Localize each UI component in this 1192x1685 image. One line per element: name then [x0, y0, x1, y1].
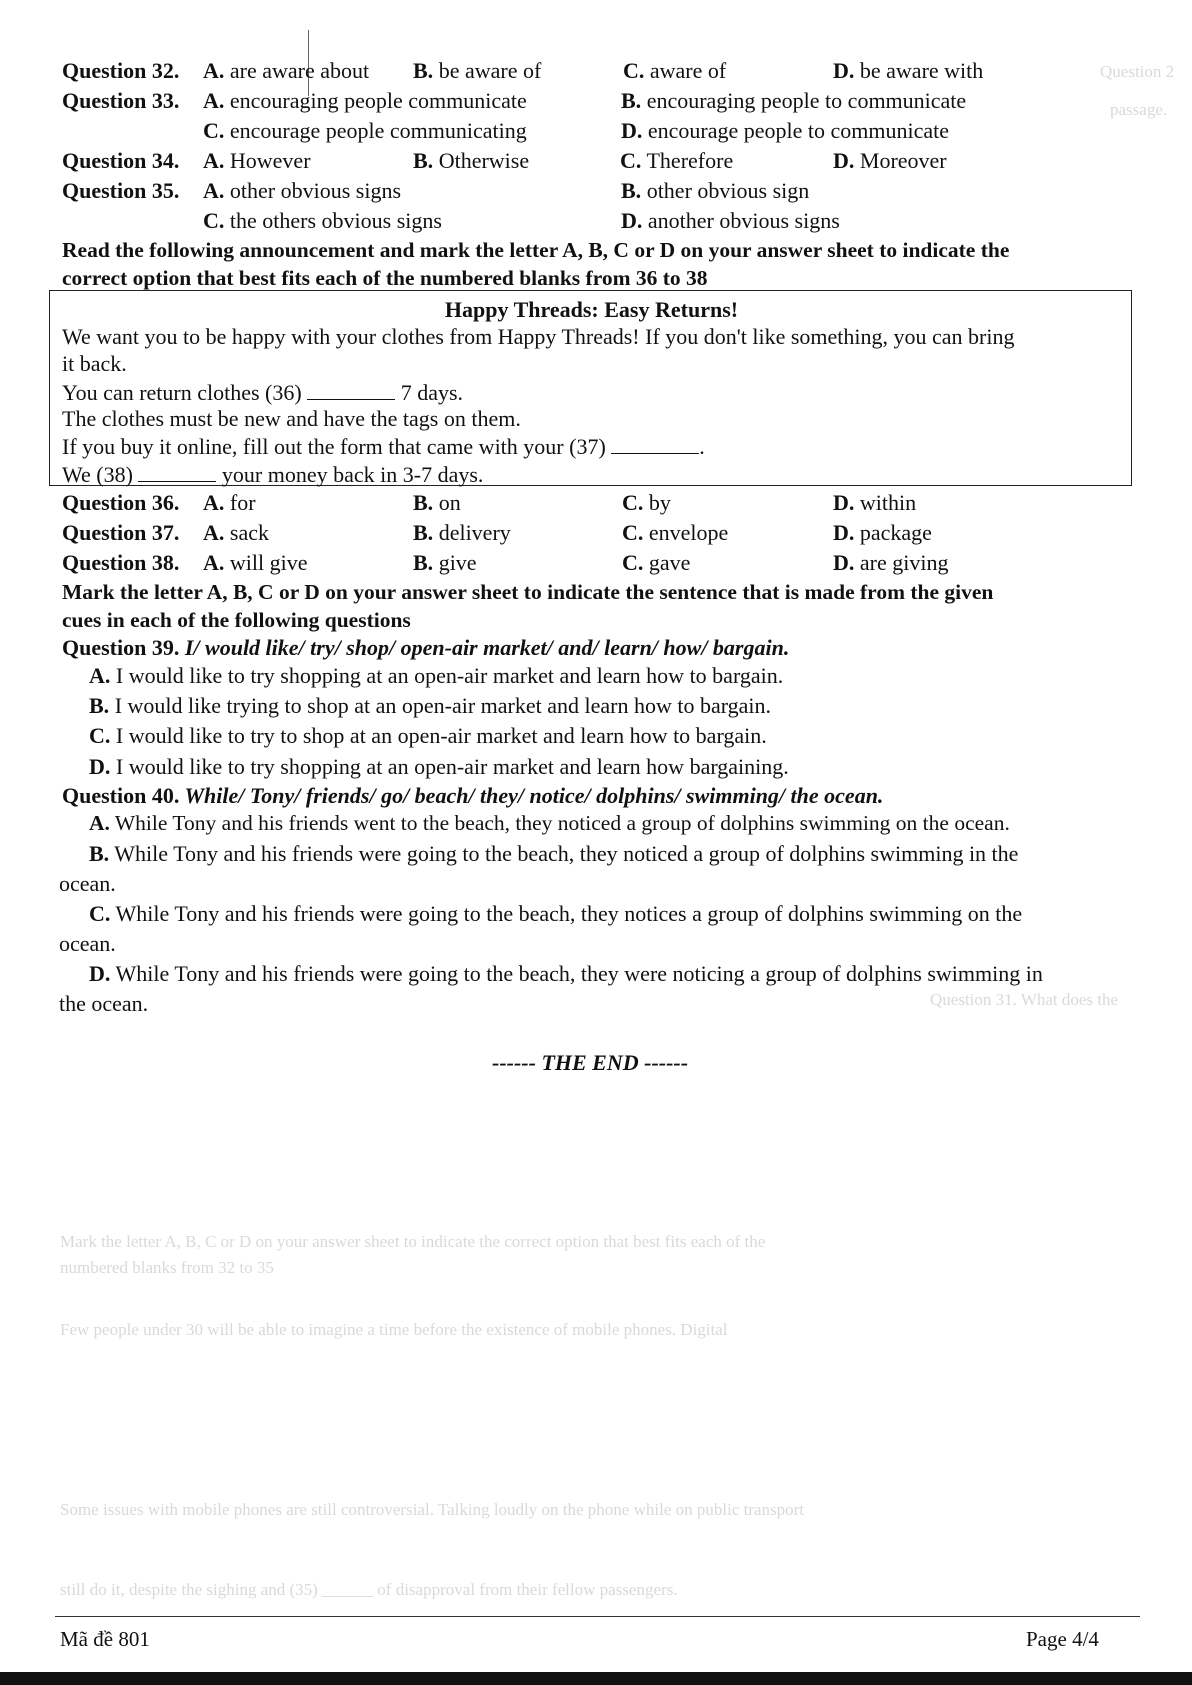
option-a[interactable]: A. sack — [203, 520, 269, 545]
option-c[interactable]: C. Therefore — [620, 148, 734, 173]
the-end: ------ THE END ------ — [492, 1050, 689, 1075]
option-b[interactable]: B. on — [413, 490, 461, 515]
option-a[interactable]: A. will give — [203, 550, 308, 575]
option-a[interactable]: A. However — [203, 148, 311, 173]
option-c[interactable]: C. gave — [622, 550, 691, 575]
announcement-title: Happy Threads: Easy Returns! — [444, 297, 739, 322]
option-b[interactable]: B. give — [413, 550, 477, 575]
option-d[interactable]: D. While Tony and his friends were going to the beach, they were noticing a group of dolphins swimming in — [89, 961, 1043, 986]
option-c[interactable]: C. envelope — [622, 520, 729, 545]
option-d[interactable]: D. I would like to try shopping at an open-air market and learn how bargaining. — [89, 754, 789, 779]
footer-divider — [55, 1616, 1140, 1617]
option-a[interactable]: A. other obvious signs — [203, 178, 402, 203]
option-d[interactable]: D. Moreover — [833, 148, 947, 173]
blank-37[interactable] — [611, 435, 699, 454]
option-d[interactable]: D. are giving — [833, 550, 949, 575]
option-b[interactable]: B. other obvious sign — [621, 178, 810, 203]
option-a[interactable]: A. I would like to try shopping at an open-air market and learn how to bargain. — [89, 663, 784, 688]
option-c[interactable]: C. by — [622, 490, 671, 515]
option-b[interactable]: B. While Tony and his friends were going to the beach, they noticed a group of dolphins swimming in the — [89, 841, 1019, 866]
option-c[interactable]: C. aware of — [623, 58, 727, 83]
option-d[interactable]: D. package — [833, 520, 932, 545]
option-d[interactable]: D. within — [833, 490, 917, 515]
option-c[interactable]: C. I would like to try to shop at an open-air market and learn how to bargain. — [89, 723, 767, 748]
option-b[interactable]: B. be aware of — [413, 58, 542, 83]
option-c[interactable]: C. the others obvious signs — [203, 208, 442, 233]
option-d[interactable]: D. be aware with — [833, 58, 984, 83]
option-a[interactable]: A. encouraging people communicate — [203, 88, 527, 113]
option-a[interactable]: A. for — [203, 490, 256, 515]
exam-code: Mã đề 801 — [60, 1627, 150, 1651]
page-number: Page 4/4 — [1026, 1627, 1099, 1651]
option-b[interactable]: B. delivery — [413, 520, 511, 545]
option-c[interactable]: C. encourage people communicating — [203, 118, 527, 143]
blank-38[interactable] — [138, 463, 216, 482]
option-d[interactable]: D. encourage people to communicate — [621, 118, 950, 143]
option-a[interactable]: A. are aware about — [203, 58, 370, 83]
option-b[interactable]: B. Otherwise — [413, 148, 530, 173]
blank-36[interactable] — [307, 381, 395, 400]
announcement-box: Happy Threads: Easy Returns! We want you to be happy with your clothes from Happy Threads! If you don't like something, you can bring it back. You can return clothes (36) 7 days. The clothes must be new and have the tags on them. If you buy it online, fill out the form that came with your (37) . We (38) your money back in 3-7 days. — [49, 290, 1132, 486]
option-a[interactable]: A. While Tony and his friends went to the beach, they noticed a group of dolphins swimming on the ocean. — [89, 811, 1010, 835]
scan-edge — [0, 1672, 1192, 1685]
option-b[interactable]: B. encouraging people to communicate — [621, 88, 967, 113]
option-b[interactable]: B. I would like trying to shop at an open-air market and learn how to bargain. — [89, 693, 772, 718]
option-c[interactable]: C. While Tony and his friends were going to the beach, they notices a group of dolphins swimming on the — [89, 901, 1023, 926]
option-d[interactable]: D. another obvious signs — [621, 208, 840, 233]
